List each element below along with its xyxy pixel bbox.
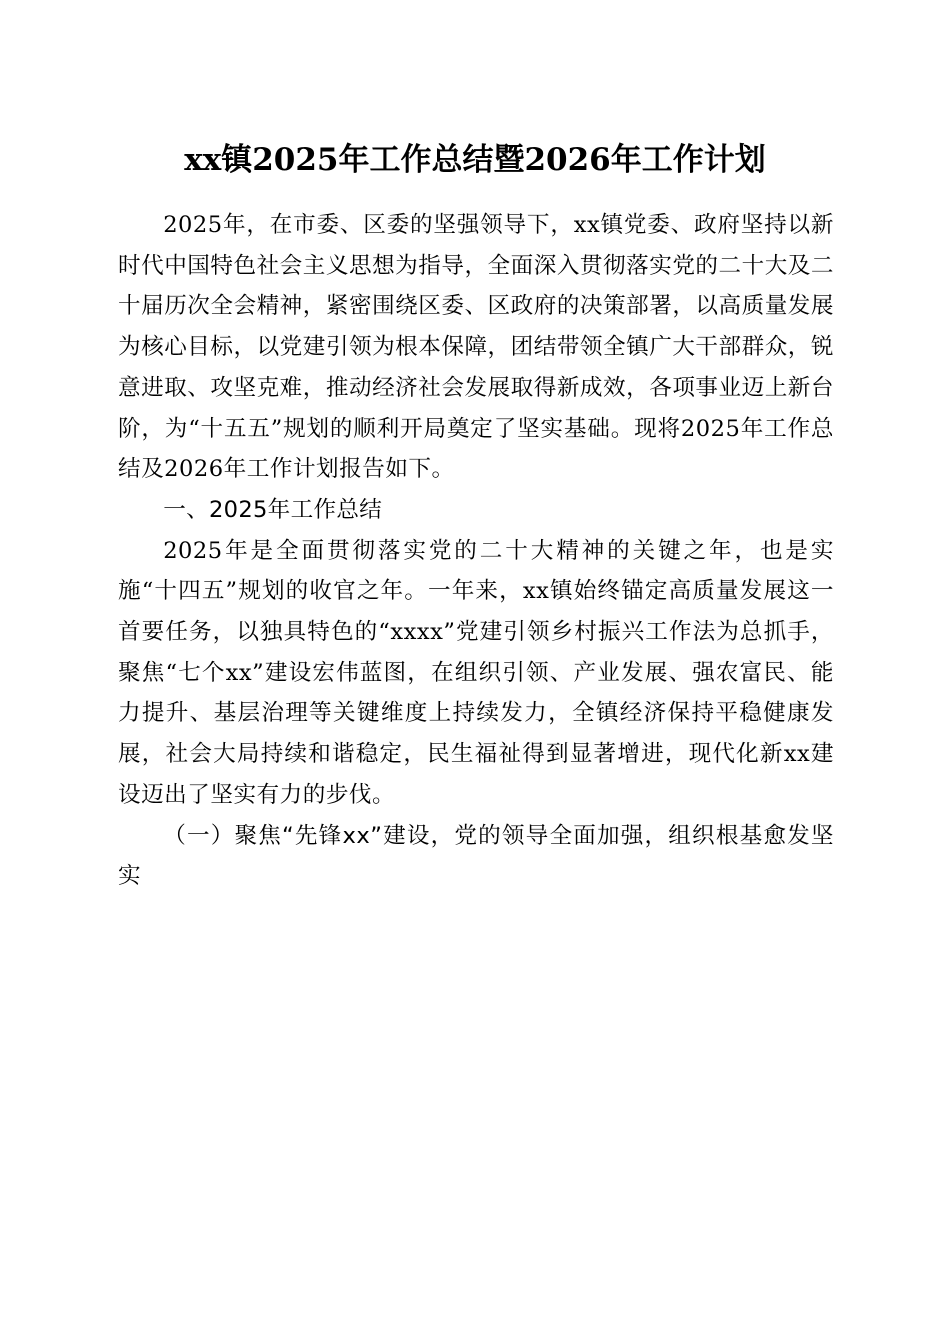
work-summary-paragraph: 2025年是全面贯彻落实党的二十大精神的关键之年，也是实施“十四五”规划的收官之年。一年来，xx镇始终锚定高质量发展这一首要任务，以独具特色的“xxxx”党建引领乡村振兴工作法为总抓手，聚焦“七个xx”建设宏伟蓝图，在组织引领、产业发展、强农富民、能力提升、基层治理等关键维度上持续发力，全镇经济保持平稳健康发展，社会大局持续和谐稳定，民生福祉得到显著增进，现代化新xx建设迈出了坚实有力的步伐。	[118, 537, 834, 808]
subsection-heading-pioneer: （一）聚焦“先锋xx”建设，党的领导全面加强，组织根基愈发坚实	[118, 822, 834, 890]
document-title: xx镇2025年工作总结暨2026年工作计划	[184, 142, 766, 178]
document-body	[118, 205, 834, 897]
intro-paragraph: 2025年，在市委、区委的坚强领导下，xx镇党委、政府坚持以新时代中国特色社会主义思想为指导，全面深入贯彻落实党的二十大及二十届历次全会精神，紧密围绕区委、区政府的决策部署，以高质量发展为核心目标，以党建引领为根本保障，团结带领全镇广大干部群众，锐意进取、攻坚克难，推动经济社会发展取得新成效，各项事业迈上新台阶，为“十五五”规划的顺利开局奠定了坚实基础。现将2025年工作总结及2026年工作计划报告如下。	[118, 212, 834, 483]
section-heading-work-summary: 一、2025年工作总结	[163, 496, 383, 523]
